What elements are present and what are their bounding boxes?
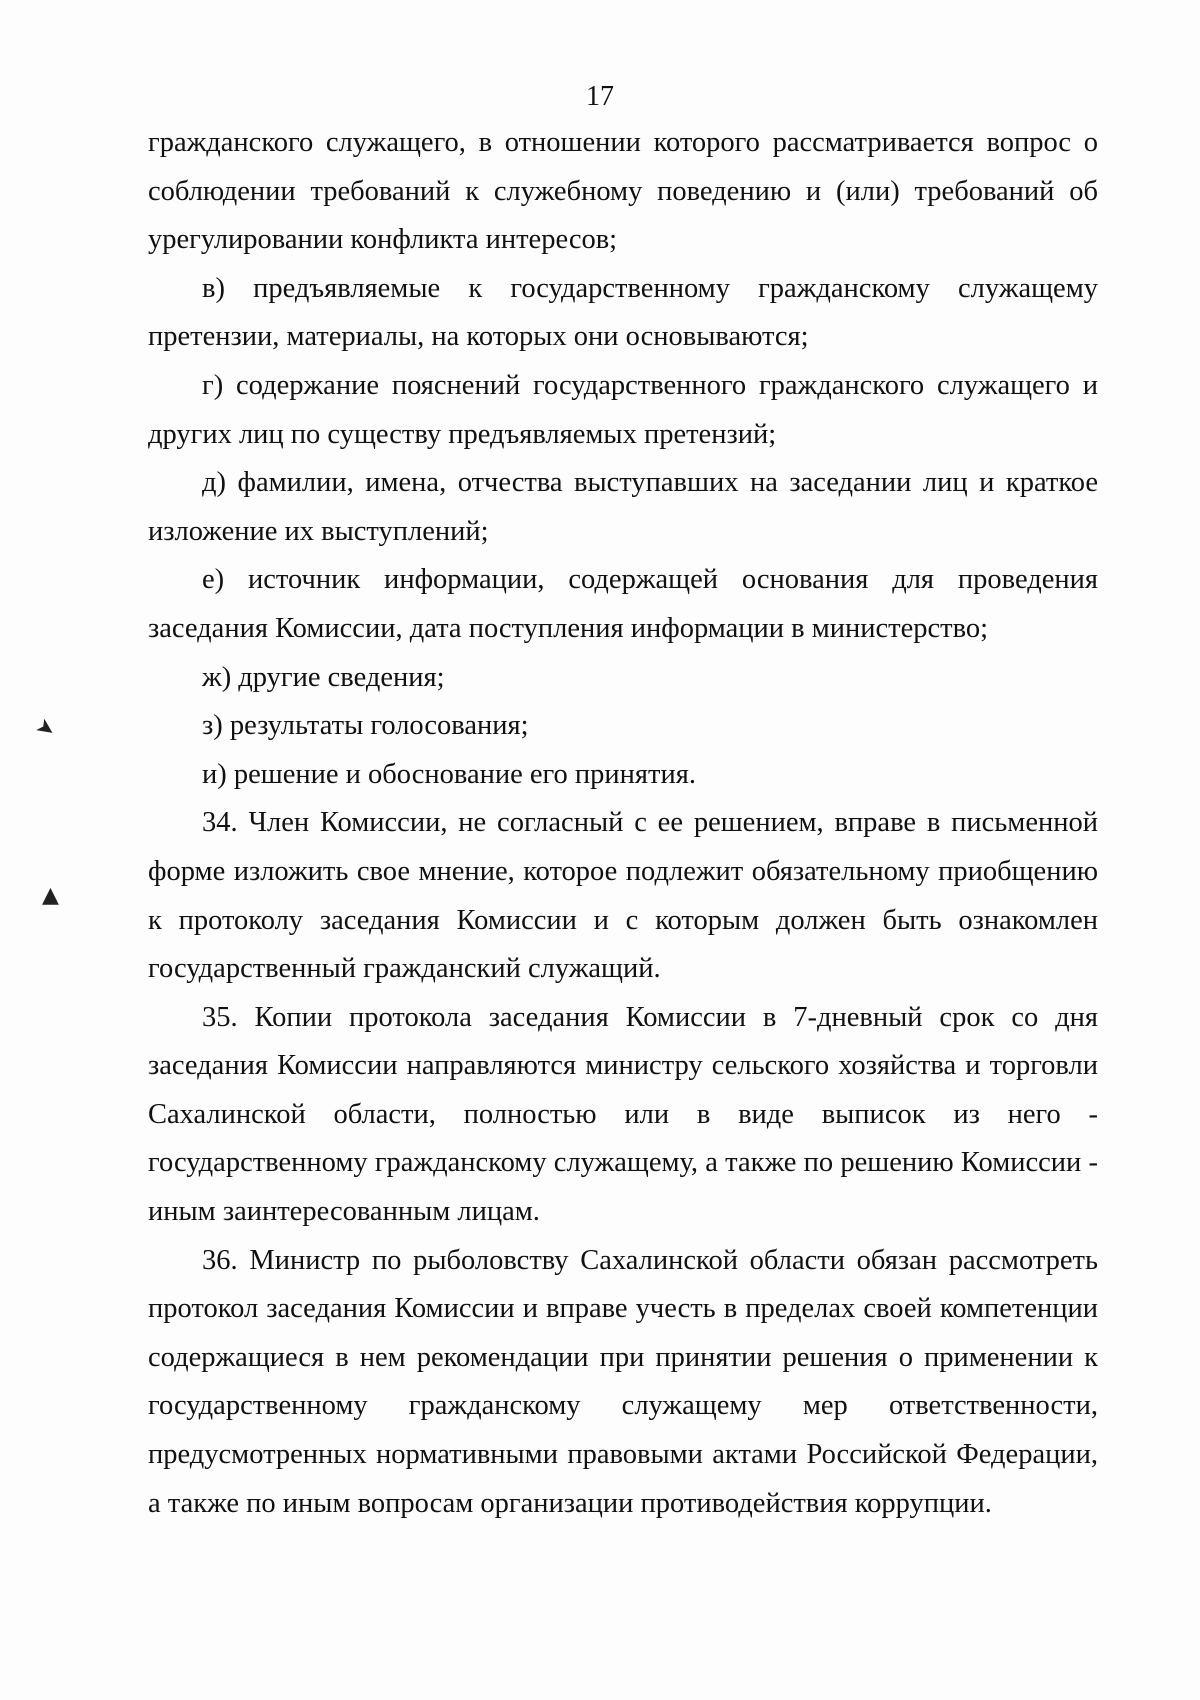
list-item-d: д) фамилии, имена, отчества выступавших на заседании лиц и краткое изложение их выступлений; — [148, 467, 1098, 547]
margin-mark-icon: ➤ — [30, 713, 61, 745]
paragraph-35: 35. Копии протокола заседания Комиссии в 7-дневный срок со дня заседания Комиссии направляются министру сельского хозяйства и торговли Сахалинской области, полностью или в виде выписок из него - государственному гражданскому служащему, а также по решению Комиссии - иным заинтересованным лицам. — [148, 1001, 1098, 1228]
paragraph-36: 36. Министр по рыболовству Сахалинской области обязан рассмотреть протокол заседания Комиссии и вправе учесть в пределах своей компетенции содержащиеся в нем рекомендации при принятии решения о применении к государственному гражданскому служащему мер ответственности, предусмотренных нормативными правовыми актами Российской Федерации, а также по иным вопросам организации противодействия коррупции. — [148, 1244, 1098, 1519]
list-item-zh: ж) другие сведения; — [202, 661, 445, 693]
list-item-i: и) решение и обоснование его принятия. — [202, 758, 696, 790]
list-item-g: г) содержание пояснений государственного гражданского служащего и других лиц по существу предъявляемых претензий; — [148, 369, 1098, 450]
margin-mark-icon: ▲ — [42, 883, 59, 908]
document-body — [148, 119, 1098, 1528]
paragraph-continuation: гражданского служащего, в отношении которого рассматривается вопрос о соблюдении требований к служебному поведению и (или) требований об урегулировании конфликта интересов; — [148, 127, 1098, 256]
list-item-v: в) предъявляемые к государственному гражданскому служащему претензии, материалы, на которых они основываются; — [148, 272, 1098, 353]
page-number: 17 — [586, 81, 614, 112]
list-item-z: з) результаты голосования; — [202, 710, 529, 742]
paragraph-34: 34. Член Комиссии, не согласный с ее решением, вправе в письменной форме изложить свое мнение, которое подлежит обязательному приобщению к протоколу заседания Комиссии и с которым должен быть ознакомлен государственный гражданский служащий. — [148, 807, 1098, 985]
list-item-e: е) источник информации, содержащей основания для проведения заседания Комиссии, дата поступления информации в министерство; — [148, 564, 1098, 644]
